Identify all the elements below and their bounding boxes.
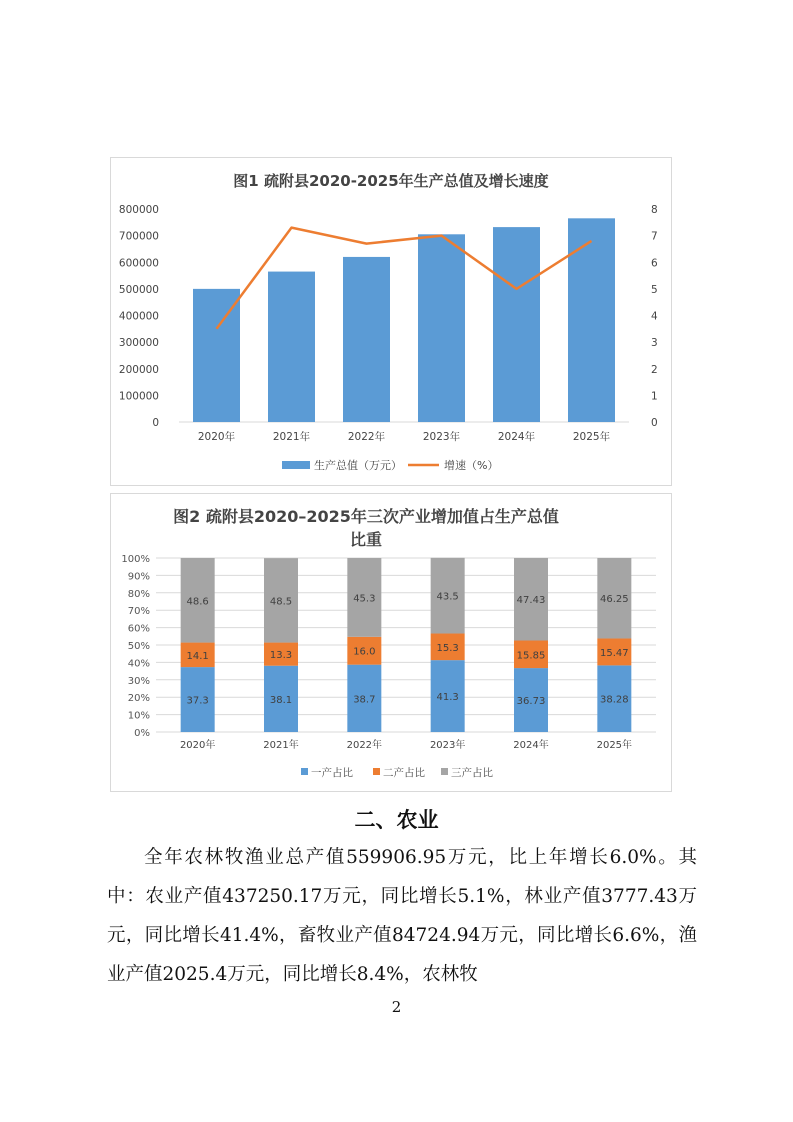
y-right-tick-label: 0 <box>651 417 658 429</box>
y-tick-label: 100% <box>121 554 150 565</box>
data-label: 38.7 <box>353 694 376 706</box>
chart-share-svg <box>111 494 671 791</box>
bar-gdp <box>418 234 465 422</box>
legend-label-growth: 增速（%） <box>444 459 499 472</box>
data-label: 37.3 <box>186 695 209 707</box>
y-tick-label: 20% <box>127 693 150 705</box>
bar-gdp <box>193 289 240 422</box>
data-label: 45.3 <box>353 593 376 605</box>
y-right-tick-label: 1 <box>651 390 658 403</box>
y-left-tick-label: 100000 <box>118 390 159 403</box>
chart-gdp-growth <box>110 157 672 486</box>
legend-label-1: 一产占比 <box>311 767 353 779</box>
x-tick-label: 2021年 <box>263 740 299 751</box>
chart2-title-line2: 比重 <box>349 530 383 549</box>
legend-swatch-gdp <box>282 461 310 469</box>
data-label: 38.1 <box>269 694 293 706</box>
data-label: 14.1 <box>186 650 209 662</box>
data-label: 46.25 <box>600 594 629 606</box>
y-left-tick-label: 800000 <box>118 204 159 216</box>
data-label: 15.47 <box>600 647 629 659</box>
y-right-tick-label: 6 <box>651 257 658 270</box>
y-tick-label: 90% <box>127 571 150 583</box>
y-tick-label: 40% <box>127 658 150 670</box>
y-right-tick-label: 3 <box>651 337 658 350</box>
legend-label-gdp: 生产总值（万元） <box>314 459 402 472</box>
legend-label-3: 三产占比 <box>451 767 493 779</box>
x-tick-label: 2022年 <box>346 740 383 751</box>
legend-swatch-3 <box>441 768 448 775</box>
x-tick-label: 2021年 <box>272 431 311 443</box>
y-left-tick-label: 400000 <box>118 310 159 323</box>
data-label: 36.73 <box>516 696 546 708</box>
data-label: 41.3 <box>436 692 459 704</box>
bar-gdp <box>268 272 315 422</box>
x-tick-label: 2020年 <box>179 740 216 751</box>
page-number: 2 <box>391 998 402 1016</box>
bar-gdp <box>568 218 615 422</box>
y-tick-label: 60% <box>127 623 150 635</box>
y-right-tick-label: 5 <box>651 283 658 296</box>
y-right-tick-label: 8 <box>651 204 658 216</box>
data-label: 48.5 <box>269 596 293 608</box>
y-left-tick-label: 600000 <box>118 257 159 270</box>
chart1-title: 图1 疏附县2020-2025年生产总值及增长速度 <box>233 172 549 190</box>
y-tick-label: 70% <box>127 606 150 618</box>
y-left-tick-label: 300000 <box>118 337 159 350</box>
section-heading: 二、农业 <box>354 808 439 832</box>
x-tick-label: 2020年 <box>197 431 236 443</box>
y-tick-label: 80% <box>127 588 150 600</box>
y-right-tick-label: 2 <box>651 363 658 376</box>
y-right-tick-label: 4 <box>651 310 658 323</box>
y-tick-label: 50% <box>127 641 150 652</box>
data-label: 15.85 <box>516 650 546 662</box>
data-label: 13.3 <box>269 650 293 662</box>
chart-gdp-svg <box>111 158 671 485</box>
chart2-title-line1: 图2 疏附县2020–2025年三次产业增加值占生产总值 <box>173 507 559 526</box>
x-tick-label: 2023年 <box>429 740 466 751</box>
y-left-tick-label: 200000 <box>118 363 159 376</box>
legend-label-2: 二产占比 <box>383 767 425 779</box>
y-left-tick-label: 700000 <box>118 230 159 243</box>
data-label: 47.43 <box>516 595 546 607</box>
agriculture-paragraph: 全年农林牧渔业总产值559906.95万元，比上年增长6.0%。其中：农业产值437250.17万元，同比增长5.1%，林业产值3777.43万元，同比增长41.4%，畜牧业产值84724.94万元，同比增长6.6%，渔业产值2025.4万元，同比增长8.4%，农林牧 <box>107 847 697 985</box>
y-tick-label: 10% <box>127 710 150 722</box>
legend-swatch-2 <box>373 768 380 775</box>
x-tick-label: 2025年 <box>572 431 611 443</box>
bar-gdp <box>493 227 540 422</box>
chart-industry-share <box>110 493 672 792</box>
data-label: 48.6 <box>186 596 209 608</box>
x-tick-label: 2025年 <box>596 740 633 751</box>
y-left-tick-label: 0 <box>152 417 159 429</box>
y-tick-label: 0% <box>134 728 150 739</box>
x-tick-label: 2024年 <box>513 740 549 751</box>
y-tick-label: 30% <box>127 675 150 687</box>
x-tick-label: 2023年 <box>422 431 461 443</box>
legend-swatch-1 <box>301 768 308 775</box>
y-right-tick-label: 7 <box>651 230 658 243</box>
data-label: 15.3 <box>436 642 459 654</box>
data-label: 43.5 <box>436 591 459 603</box>
x-tick-label: 2024年 <box>497 431 536 443</box>
data-label: 16.0 <box>353 646 376 658</box>
x-tick-label: 2022年 <box>347 431 386 443</box>
bar-gdp <box>343 257 390 422</box>
y-left-tick-label: 500000 <box>118 283 159 296</box>
data-label: 38.28 <box>600 694 629 706</box>
